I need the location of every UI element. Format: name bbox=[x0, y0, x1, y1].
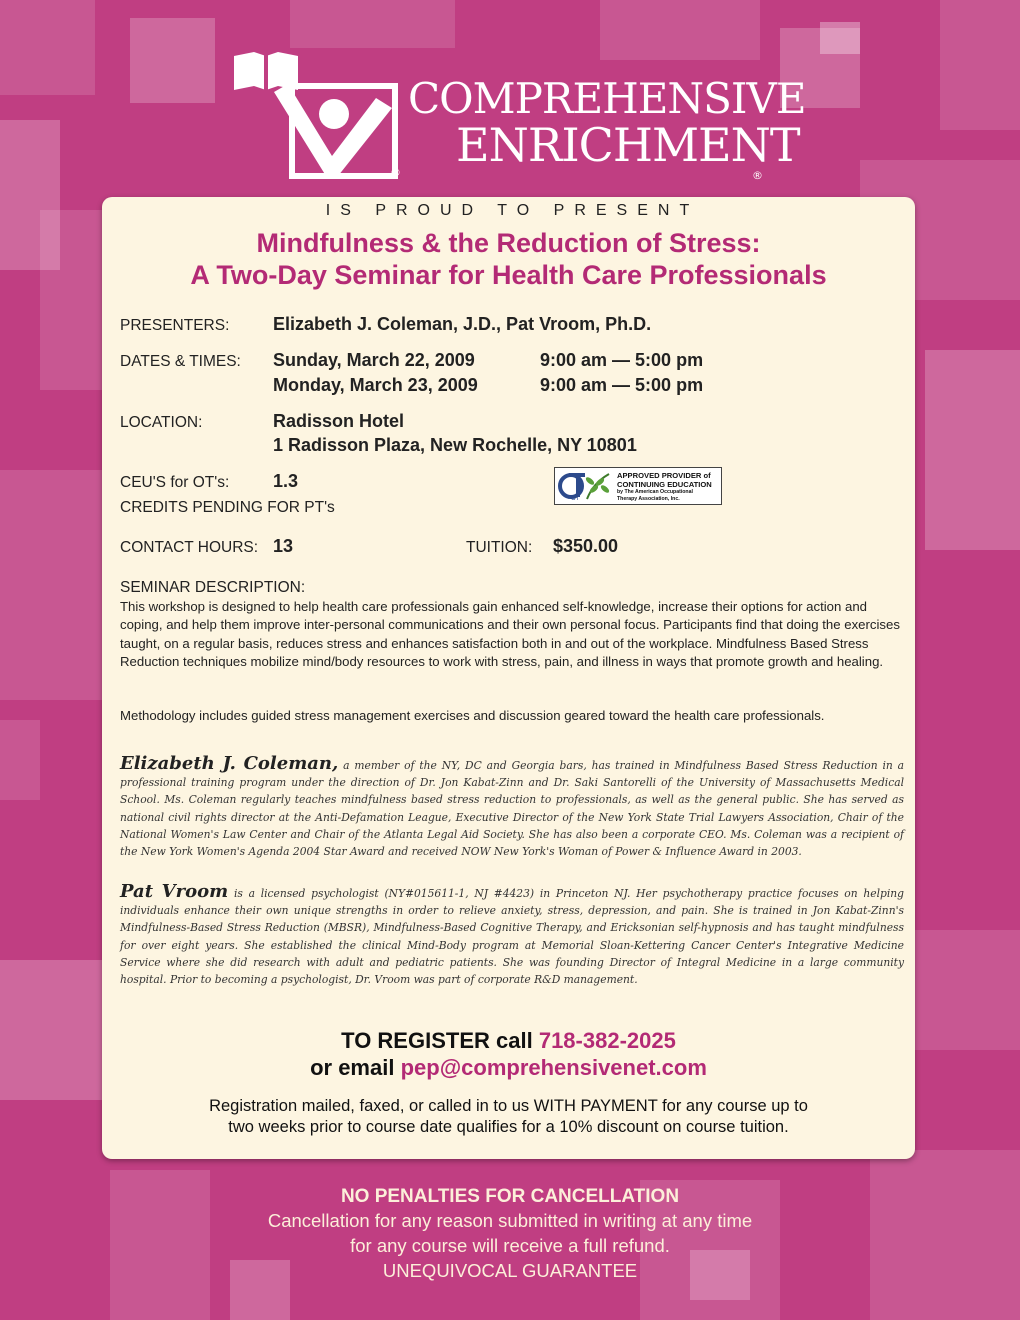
time-1: 9:00 am — 5:00 pm bbox=[540, 350, 704, 370]
ceu-value: 1.3 bbox=[273, 471, 299, 491]
register-call-prefix: TO REGISTER call bbox=[341, 1028, 533, 1053]
register-call-line bbox=[102, 1028, 915, 1054]
badge-line-2: CONTINUING EDUCATION bbox=[617, 480, 712, 489]
title-line-2: A Two-Day Seminar for Health Care Professionals bbox=[190, 260, 827, 290]
aota-provider-badge bbox=[554, 467, 722, 505]
cancellation-footer bbox=[0, 1186, 1020, 1283]
bg-square bbox=[130, 18, 215, 103]
bio-vroom bbox=[120, 883, 904, 988]
badge-line-3: by The American Occupational bbox=[617, 489, 693, 495]
bio-coleman-text: a member of the NY, DC and Georgia bars, has trained in Mindfulness Based Stress Reduction in a professional training program under the direction of Dr. Jon Kabat-Zinn and Dr. Saki Santorelli of the University of Massachusetts Medical School. Ms. Coleman regularly teaches mindfulness based stress reduction to professionals, as well as the general public. She has served as national civil rights director at the Anti-Defamation League, Executive Director of the New York State Trial Lawyers Association, Chair of the National Women's Law Center and Chair of the Atlanta Legal Aid Society. She has also been a corporate CEO. Ms. Coleman was a recipient of the New York Women's Agenda 2004 Star Award and received NOW New York's Woman of Power & Influence Award in 2003. bbox=[120, 759, 904, 859]
register-email[interactable]: pep@comprehensivenet.com bbox=[400, 1055, 707, 1080]
bio-vroom-text: is a licensed psychologist (NY#015611-1, NJ #4423) in Princeton NJ. Her psychotherapy practice focuses on helping individuals enhance their own unique strengths in order to relieve anxiety, stress, depression, and pain. She is trained in Jon Kabat-Zinn's Mindfulness-Based Stress Reduction (MBSR), Mindfulness-Based Cognitive Therapy, and Ericksonian self-hypnosis and has taught mindfulness for over eight years. She established the clinical Mind-Body program at Memorial Sloan-Kettering Cancer Center's Integrative Medicine Service where she did research with adult and pediatric patients. She was founding Director of Integral Medicine in a large community hospital. Prior to becoming a psychologist, Dr. Vroom was part of corporate R&D management. bbox=[120, 887, 904, 987]
logo-wordmark bbox=[408, 74, 806, 182]
tuition-label: TUITION: bbox=[466, 539, 533, 556]
footer-line-2: for any course will receive a full refund. bbox=[350, 1235, 670, 1256]
aota-ot-logo-icon bbox=[557, 469, 615, 503]
bg-square bbox=[820, 22, 860, 54]
bg-square bbox=[290, 0, 455, 48]
credits-pending: CREDITS PENDING FOR PT's bbox=[120, 499, 335, 516]
date-2: Monday, March 23, 2009 bbox=[273, 375, 478, 395]
location-name: Radisson Hotel bbox=[273, 411, 405, 431]
time-2: 9:00 am — 5:00 pm bbox=[540, 375, 704, 395]
footer-title: NO PENALTIES FOR CANCELLATION bbox=[340, 1186, 680, 1207]
location-label: LOCATION: bbox=[120, 414, 203, 431]
seminar-card bbox=[102, 197, 915, 1159]
date-1: Sunday, March 22, 2009 bbox=[273, 350, 475, 370]
discount-line-2: two weeks prior to course date qualifies for a 10% discount on course tuition. bbox=[228, 1118, 789, 1136]
description-heading: SEMINAR DESCRIPTION: bbox=[120, 579, 306, 596]
discount-note bbox=[102, 1096, 915, 1138]
footer-line-1: Cancellation for any reason submitted in writing at any time bbox=[267, 1210, 753, 1231]
registered-mark: ® bbox=[752, 169, 763, 182]
svg-text:OT: OT bbox=[571, 496, 580, 502]
bg-square bbox=[0, 720, 40, 800]
logo-emblem-icon bbox=[230, 48, 410, 188]
logo-line-2: ENRICHMENT bbox=[456, 118, 800, 172]
bg-square bbox=[940, 0, 1020, 130]
bg-square bbox=[0, 470, 102, 700]
tuition-value: $350.00 bbox=[553, 536, 619, 556]
dates-label: DATES & TIMES: bbox=[120, 353, 241, 370]
description-body: This workshop is designed to help health care professionals gain enhanced self-knowledge, increase their options for action and coping, and help them improve inter-personal communications and their own personal focus. Participants find that doing the exercises taught, on a regular basis, reduces stress and enhances satisfaction both in and out of the workplace. Mindfulness Based Stress Reduction techniques mobilize mind/body resources to work with stress, pain, and illness in ways that promote growth and healing. bbox=[120, 599, 900, 670]
presenters-label: PRESENTERS: bbox=[120, 317, 230, 334]
badge-line-1: APPROVED PROVIDER of bbox=[617, 471, 711, 480]
bio-vroom-name: Pat Vroom bbox=[120, 881, 229, 902]
bg-square bbox=[0, 960, 102, 1100]
register-email-prefix: or email bbox=[310, 1055, 395, 1080]
methodology-text: Methodology includes guided stress management exercises and discussion geared toward the health care professionals. bbox=[120, 708, 825, 723]
discount-line-1: Registration mailed, faxed, or called in to us WITH PAYMENT for any course up to bbox=[209, 1097, 808, 1115]
badge-line-4: Therapy Association, Inc. bbox=[617, 495, 680, 502]
contact-hours-label: CONTACT HOURS: bbox=[120, 539, 259, 556]
bg-square bbox=[0, 0, 95, 95]
location-address: 1 Radisson Plaza, New Rochelle, NY 10801 bbox=[273, 435, 637, 455]
title-line-1: Mindfulness & the Reduction of Stress: bbox=[256, 228, 761, 258]
register-phone[interactable]: 718-382-2025 bbox=[538, 1028, 676, 1053]
register-email-line bbox=[102, 1055, 915, 1081]
bio-coleman bbox=[120, 755, 904, 860]
bg-square bbox=[915, 930, 1020, 1050]
presenters-value: Elizabeth J. Coleman, J.D., Pat Vroom, Ph.D. bbox=[273, 314, 652, 334]
badge-text bbox=[617, 471, 712, 502]
logo-line-1: COMPREHENSIVE bbox=[408, 74, 806, 123]
contact-hours-value: 13 bbox=[273, 536, 294, 556]
bio-coleman-name: Elizabeth J. Coleman, bbox=[120, 753, 339, 774]
presents-caption: IS PROUD TO PRESENT bbox=[325, 202, 700, 219]
bg-square bbox=[925, 350, 1020, 550]
registered-mark: ® bbox=[390, 166, 401, 179]
ceu-label: CEU'S for OT's: bbox=[120, 474, 230, 491]
footer-line-3: UNEQUIVOCAL GUARANTEE bbox=[382, 1260, 638, 1281]
